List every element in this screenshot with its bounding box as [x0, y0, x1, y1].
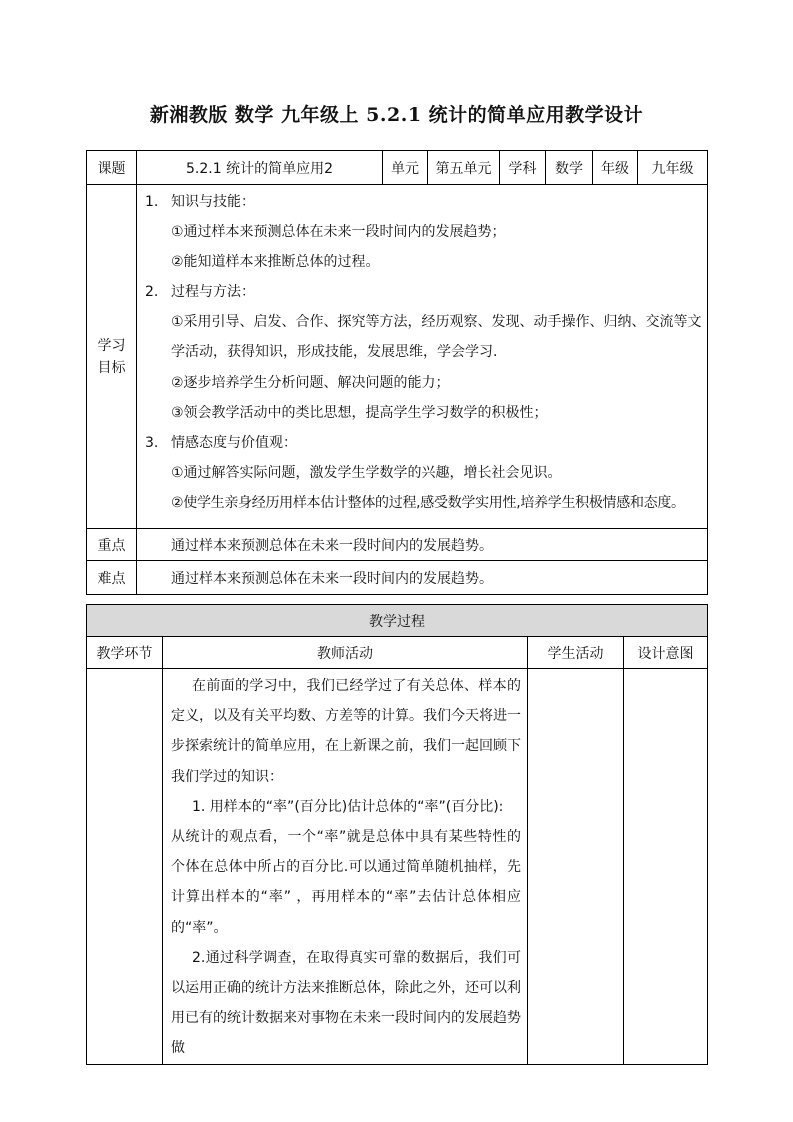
grade-value: 九年级 [638, 151, 708, 185]
goal-item: ①采用引导、启发、合作、探究等方法，经历观察、发现、动手操作、归纳、交流等文 [171, 314, 702, 331]
key-point-row [87, 529, 708, 561]
teacher-paragraph: 在前面的学习中，我们已经学过了有关总体、样本的定义，以及有关平均数、方差等的计算。我们今天将进一步探索统计的简单应用，在上新课之前，我们一起回顾下我们学过的知识： [171, 678, 521, 785]
goal-section-number: 1. [145, 194, 159, 210]
goal-section-title: 知识与技能： [171, 194, 255, 210]
goal-item: ②能知道样本来推断总体的过程。 [171, 254, 380, 271]
goal-section-number: 3. [145, 434, 159, 451]
goal-section-title: 过程与方法： [171, 284, 255, 301]
subject-value: 数学 [546, 151, 593, 185]
document-title: 新湘教版 数学 九年级上 5.2.1 统计的简单应用教学设计 [149, 104, 644, 126]
design-intent-cell [624, 669, 708, 1065]
goal-section-heading [137, 428, 707, 458]
teacher-paragraph: 1. 用样本的“率”(百分比)估计总体的“率”(百分比): [192, 798, 504, 815]
goal-item: ①通过样本来预测总体在未来一段时间内的发展趋势； [171, 224, 506, 241]
goal-item: ③领会教学活动中的类比思想，提高学生学习数学的积极性； [171, 404, 548, 421]
grade-label: 年级 [593, 151, 638, 185]
difficult-point-label: 难点 [87, 561, 137, 595]
topic-row [87, 151, 708, 185]
learning-goals-row [87, 185, 708, 529]
stage-cell [87, 669, 163, 1065]
learning-goals-content [137, 185, 708, 529]
topic-value: 5.2.1 统计的简单应用2 [137, 151, 383, 185]
col-header-stage: 教学环节 [87, 637, 163, 669]
process-body-row [87, 669, 708, 1065]
learning-goals-label-line2: 目标 [97, 359, 126, 376]
col-header-student: 学生活动 [528, 637, 624, 669]
process-header-row [87, 637, 708, 669]
goal-section-number: 2. [145, 284, 159, 301]
learning-goals-label [87, 185, 137, 529]
student-activity-cell [528, 669, 624, 1065]
goal-section-heading [137, 187, 707, 217]
goal-section-title: 情感态度与价值观： [171, 434, 297, 451]
goal-item-continuation: 学活动，获得知识，形成技能，发展思维，学会学习. [171, 344, 498, 361]
col-header-design: 设计意图 [624, 637, 708, 669]
learning-goals-label-line1: 学习 [97, 337, 126, 354]
difficult-point-value: 通过样本来预测总体在未来一段时间内的发展趋势。 [137, 561, 708, 595]
teacher-paragraph: 从统计的观点看，一个“率”就是总体中具有某些特性的个体在总体中所占的百分比.可以通过简单随机抽样，先计算出样本的“率” ，再用样本的“率”去估计总体相应的“率”。 [171, 829, 521, 936]
subject-label: 学科 [500, 151, 546, 185]
goal-item: ②逐步培养学生分析问题、解决问题的能力； [171, 374, 450, 391]
col-header-teacher: 教师活动 [163, 637, 528, 669]
key-point-value: 通过样本来预测总体在未来一段时间内的发展趋势。 [137, 529, 708, 561]
goal-section-heading [137, 277, 707, 307]
key-point-label: 重点 [87, 529, 137, 561]
process-title-row [87, 605, 708, 637]
unit-label: 单元 [383, 151, 428, 185]
teacher-activity-cell [163, 669, 528, 1065]
teaching-process-table [86, 604, 708, 1065]
difficult-point-row [87, 561, 708, 595]
topic-label: 课题 [87, 151, 137, 185]
lesson-info-table [86, 150, 708, 595]
goal-item: ②使学生亲身经历用样本估计整体的过程,感受数学实用性,培养学生积极情感和态度。 [171, 494, 685, 511]
goal-item: ①通过解答实际问题，激发学生学数学的兴趣，增长社会见识。 [171, 464, 562, 481]
process-title: 教学过程 [87, 605, 708, 637]
teacher-paragraph: 2.通过科学调查，在取得真实可靠的数据后，我们可以运用正确的统计方法来推断总体，除此之外，还可以利用已有的统计数据来对事物在未来一段时间内的发展趋势做 [171, 949, 521, 1057]
unit-value: 第五单元 [428, 151, 500, 185]
